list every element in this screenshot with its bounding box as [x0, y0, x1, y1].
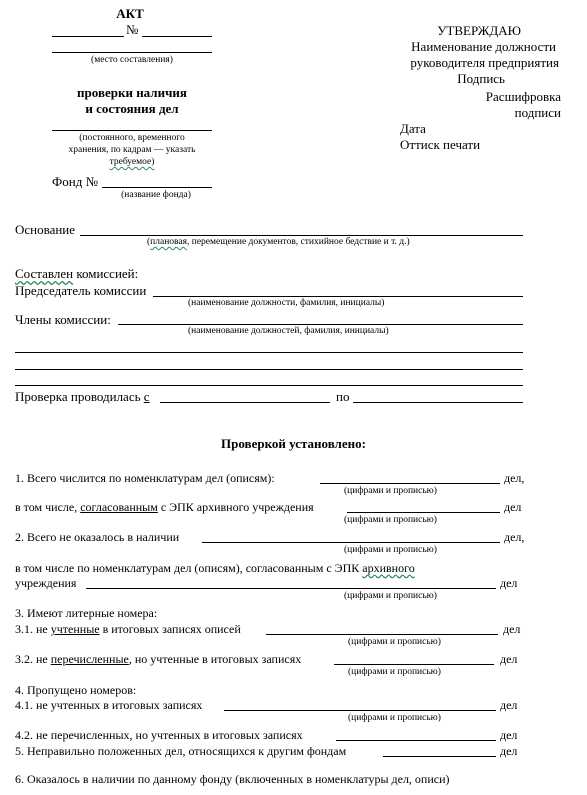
chairman-label: Председатель комиссии	[15, 283, 147, 298]
stamp-imprint: Оттиск печати	[400, 137, 481, 152]
item-3-2-unit: дел	[500, 652, 518, 666]
signature-decode-2: подписи	[514, 105, 561, 120]
item-4-label: 4. Пропущено номеров:	[15, 683, 137, 697]
chairman-caption: (наименование должности, фамилия, инициалы)	[188, 298, 385, 308]
members-line-2	[15, 352, 523, 353]
chairman-line	[153, 296, 523, 297]
storage-caption-1: (постоянного, временного	[79, 133, 185, 143]
established-heading: Проверкой установлено:	[221, 436, 366, 451]
item-6-label: 6. Оказалось в наличии по данному фонду (включенных в номенклатуры дел, описи)	[15, 772, 450, 786]
members-line-3	[15, 369, 523, 370]
act-number-line-right	[142, 36, 212, 37]
storage-caption-3: требуемое)	[109, 157, 155, 167]
item-4-2-unit: дел	[500, 728, 518, 742]
item-2-unit: дел,	[504, 530, 525, 544]
item-2b-unit: дел	[500, 576, 518, 590]
act-title: АКТ	[116, 6, 144, 21]
storage-type-line	[52, 130, 212, 131]
item-1-unit: дел,	[504, 471, 525, 485]
members-caption: (наименование должностей, фамилия, инициалы)	[188, 326, 389, 336]
commission-heading: Составлен комиссией:	[15, 266, 139, 281]
fond-caption: (название фонда)	[121, 190, 191, 200]
approver-position-2: руководителя предприятия	[410, 55, 559, 70]
item-3-1-caption: (цифрами и прописью)	[348, 637, 441, 647]
item-4-2-label: 4.2. не перечисленных, но учтенных в итоговых записях	[15, 728, 303, 742]
number-sign: №	[126, 22, 139, 37]
item-3-1-label: 3.1. не учтенные в итоговых записях описей	[15, 622, 241, 636]
item-3-2-caption: (цифрами и прописью)	[348, 667, 441, 677]
item-2b-label: в том числе по номенклатурам дел (описям), согласованным с ЭПК архивного	[15, 561, 415, 575]
item-4-1-unit: дел	[500, 698, 518, 712]
item-3-1-line	[266, 634, 498, 635]
item-1b-label: в том числе, согласованным с ЭПК архивного учреждения	[15, 500, 314, 514]
approve-heading: УТВЕРЖДАЮ	[437, 23, 521, 38]
approver-signature: Подпись	[457, 71, 505, 86]
fond-line	[102, 187, 212, 188]
item-3-1-unit: дел	[503, 622, 521, 636]
item-4-1-caption: (цифрами и прописью)	[348, 713, 441, 723]
fond-label: Фонд №	[52, 174, 98, 189]
check-to-label: по	[336, 389, 350, 404]
approval-date: Дата	[400, 121, 426, 136]
members-label: Члены комиссии:	[15, 312, 111, 327]
approver-position-1: Наименование должности	[411, 39, 556, 54]
place-line	[52, 52, 212, 53]
subject-line-2: и состояния дел	[85, 101, 179, 116]
item-1b-caption: (цифрами и прописью)	[344, 515, 437, 525]
item-2b-line	[86, 588, 496, 589]
signature-decode-1: Расшифровка	[485, 89, 561, 104]
item-5-unit: дел	[500, 744, 518, 758]
item-2-label: 2. Всего не оказалось в наличии	[15, 530, 180, 544]
item-5-label: 5. Неправильно положенных дел, относящихся к другим фондам	[15, 744, 347, 758]
place-caption: (место составления)	[91, 55, 173, 65]
item-4-2-line	[336, 740, 496, 741]
item-4-1-line	[224, 710, 496, 711]
members-line-4	[15, 385, 523, 386]
basis-label: Основание	[15, 222, 76, 237]
item-3-2-line	[334, 664, 494, 665]
act-number-line-left	[52, 36, 124, 37]
item-2b-caption: (цифрами и прописью)	[344, 591, 437, 601]
item-3-2-label: 3.2. не перечисленные, но учтенные в итоговых записях	[15, 652, 302, 666]
item-5-line	[383, 756, 496, 757]
subject-line-1: проверки наличия	[77, 85, 187, 100]
item-2b-label-2: учреждения	[15, 576, 77, 590]
storage-caption-2: хранения, по кадрам — указать	[68, 145, 196, 155]
item-2-caption: (цифрами и прописью)	[344, 545, 437, 555]
check-from-line	[160, 402, 330, 403]
item-1b-unit: дел	[504, 500, 522, 514]
item-1-caption: (цифрами и прописью)	[344, 486, 437, 496]
item-4-1-label: 4.1. не учтенных в итоговых записях	[15, 698, 203, 712]
item-1b-line	[347, 512, 500, 513]
item-1-label: 1. Всего числится по номенклатурам дел (описям):	[15, 471, 275, 485]
members-line-1	[118, 324, 523, 325]
item-1-line	[320, 483, 500, 484]
item-3-label: 3. Имеют литерные номера:	[15, 606, 158, 620]
item-2-line	[202, 542, 500, 543]
check-period-label: Проверка проводилась с	[15, 389, 150, 404]
basis-caption: (плановая, перемещение документов, стихийное бедствие и т. д.)	[147, 237, 410, 247]
check-to-line	[353, 402, 523, 403]
basis-line	[80, 235, 523, 236]
